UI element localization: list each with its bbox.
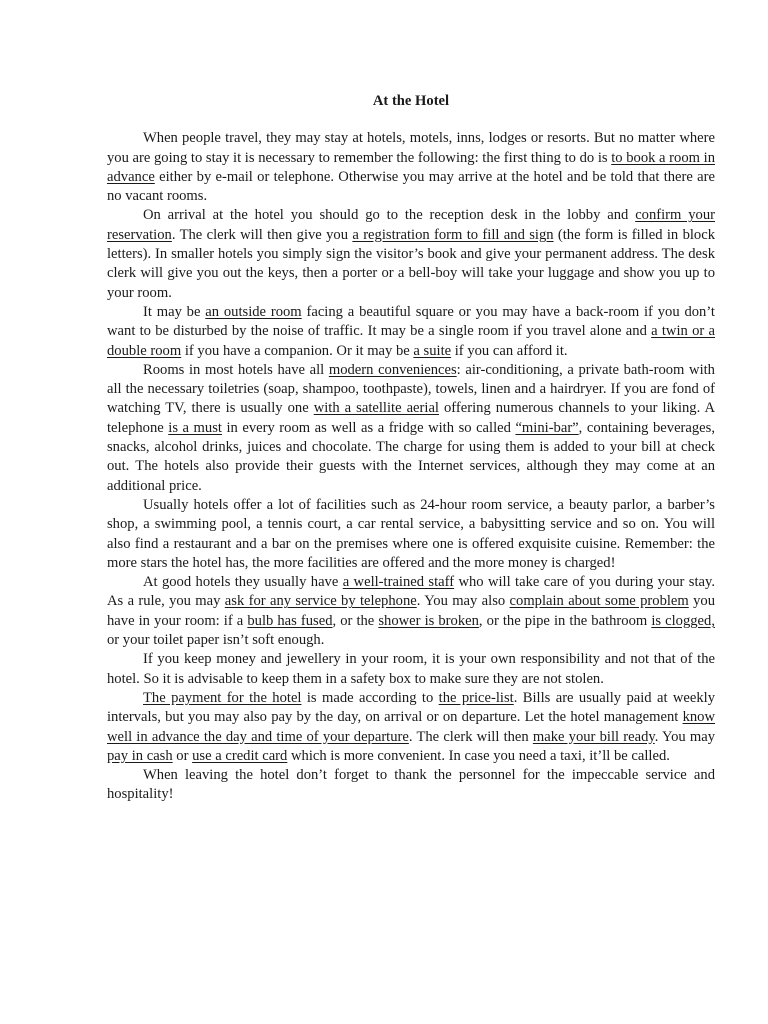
text-run: , or the bbox=[332, 612, 379, 629]
text-run: is made according to bbox=[301, 689, 439, 706]
text-run: Usually hotels offer a lot of facilities such as 24-hour room service, a beauty parlor, a barber’s shop, a swimming pool, a tennis court, a car rental service, a babysitting service and so on. You will also find a restaurant and a bar on the premises where one is offered exquisite cuisine. Remember: the more stars the hotel has, the more facilities are offered and the more money is charged! bbox=[107, 496, 715, 571]
text-run: . The clerk will then give you bbox=[171, 226, 353, 243]
underlined-term: is clogged, bbox=[651, 612, 715, 629]
text-run: . Bills are usually paid at weekly intervals, but you may also pay by the day, on arrival or on departure. Let the hotel management bbox=[107, 689, 716, 726]
text-run: At good hotels they usually have bbox=[143, 574, 343, 591]
page-title: At the Hotel bbox=[372, 93, 450, 109]
paragraph bbox=[107, 496, 715, 573]
text-run: If you keep money and jewellery in your room, it is your own responsibility and not that of the hotel. So it is advisable to keep them in a safety box to make sure they are not stolen. bbox=[107, 651, 715, 687]
text-run: offering numerous channels to your liking. A telephone bbox=[107, 400, 716, 436]
underlined-term: make your bill ready bbox=[532, 728, 655, 745]
underlined-term: “mini-bar” bbox=[515, 419, 579, 436]
paragraph bbox=[107, 206, 715, 302]
underlined-term: a twin or a double room bbox=[107, 323, 715, 359]
underlined-term: ask for any service by telephone bbox=[224, 593, 417, 610]
paragraph bbox=[107, 650, 715, 689]
underlined-term: confirm your reservation bbox=[107, 207, 715, 243]
paragraph bbox=[107, 361, 715, 496]
text-run: . You may also bbox=[416, 593, 510, 610]
text-run: It may be bbox=[143, 303, 206, 320]
underlined-term: shower is broken bbox=[378, 612, 479, 629]
paragraph bbox=[107, 303, 715, 361]
paragraph bbox=[107, 573, 715, 650]
text-run: Rooms in most hotels have all bbox=[143, 361, 329, 378]
text-run: : air-conditioning, a private bath-room with all the necessary toiletries (soap, shampoo, toothpaste), towels, linen and a hairdryer. If you are fond of watching TV, there is usually one bbox=[107, 361, 715, 417]
text-run: . You may bbox=[654, 728, 715, 745]
paragraph bbox=[107, 129, 715, 206]
underlined-term: an outside room bbox=[205, 303, 302, 320]
text-run: either by e-mail or telephone. Otherwise you may arrive at the hotel and be told that there are no vacant rooms. bbox=[107, 168, 715, 205]
underlined-term: bulb has fused bbox=[247, 612, 333, 629]
text-run: facing a beautiful square or you may have a back-room if you don’t want to be disturbed by the noise of traffic. It may be a single room if you travel alone and bbox=[107, 303, 715, 340]
underlined-term: pay in cash bbox=[107, 747, 173, 764]
document-body bbox=[107, 129, 715, 804]
text-run: which is more convenient. In case you need a taxi, it’ll be called. bbox=[287, 747, 670, 764]
text-run: , containing beverages, snacks, alcohol drinks, juices and chocolate. The charge for using them is added to your bill at check out. The hotels also provide their guests with the Internet services, although they may come at an additional price. bbox=[107, 419, 715, 494]
underlined-term: The payment for the hotel bbox=[143, 689, 302, 706]
text-run: (the form is filled in block letters). In smaller hotels you simply sign the visitor’s book and give your permanent address. The desk clerk will give you out the keys, then a porter or a bell-boy will take your luggage and show you up to your room. bbox=[107, 226, 715, 301]
underlined-term: use a credit card bbox=[192, 747, 288, 764]
text-run: When people travel, they may stay at hotels, motels, inns, lodges or resorts. But no matter where you are going to stay it is necessary to remember the following: the first thing to do is bbox=[107, 130, 715, 166]
underlined-term: with a satellite aerial bbox=[313, 400, 439, 417]
text-run: if you can afford it. bbox=[451, 342, 568, 359]
underlined-term: is a must bbox=[168, 419, 222, 436]
underlined-term: to book a room in advance bbox=[107, 149, 715, 185]
text-run: you have in your room: if a bbox=[107, 593, 716, 629]
underlined-term: complain about some problem bbox=[509, 593, 689, 610]
text-run: On arrival at the hotel you should go to the reception desk in the lobby and bbox=[143, 207, 636, 224]
text-run: in every room as well as a fridge with so called bbox=[221, 419, 516, 436]
underlined-term: a registration form to fill and sign bbox=[352, 226, 554, 243]
underlined-term: the price-list bbox=[438, 689, 514, 706]
document-page bbox=[107, 92, 715, 805]
underlined-term: a suite bbox=[413, 342, 452, 359]
text-run: or bbox=[172, 747, 193, 764]
text-run: When leaving the hotel don’t forget to thank the personnel for the impeccable service and hospitality! bbox=[107, 767, 715, 803]
text-run: if you have a companion. Or it may be bbox=[181, 342, 414, 359]
text-run: who will take care of you during your stay. As a rule, you may bbox=[107, 574, 715, 610]
paragraph bbox=[107, 689, 715, 766]
text-run: or your toilet paper isn’t soft enough. bbox=[107, 632, 325, 649]
text-run: . The clerk will then bbox=[408, 728, 533, 745]
text-run: , or the pipe in the bathroom bbox=[478, 612, 652, 629]
underlined-term: a well-trained staff bbox=[342, 574, 455, 591]
underlined-term: modern conveniences bbox=[328, 361, 457, 378]
underlined-term: know well in advance the day and time of your departure bbox=[107, 709, 715, 745]
paragraph bbox=[107, 766, 715, 805]
